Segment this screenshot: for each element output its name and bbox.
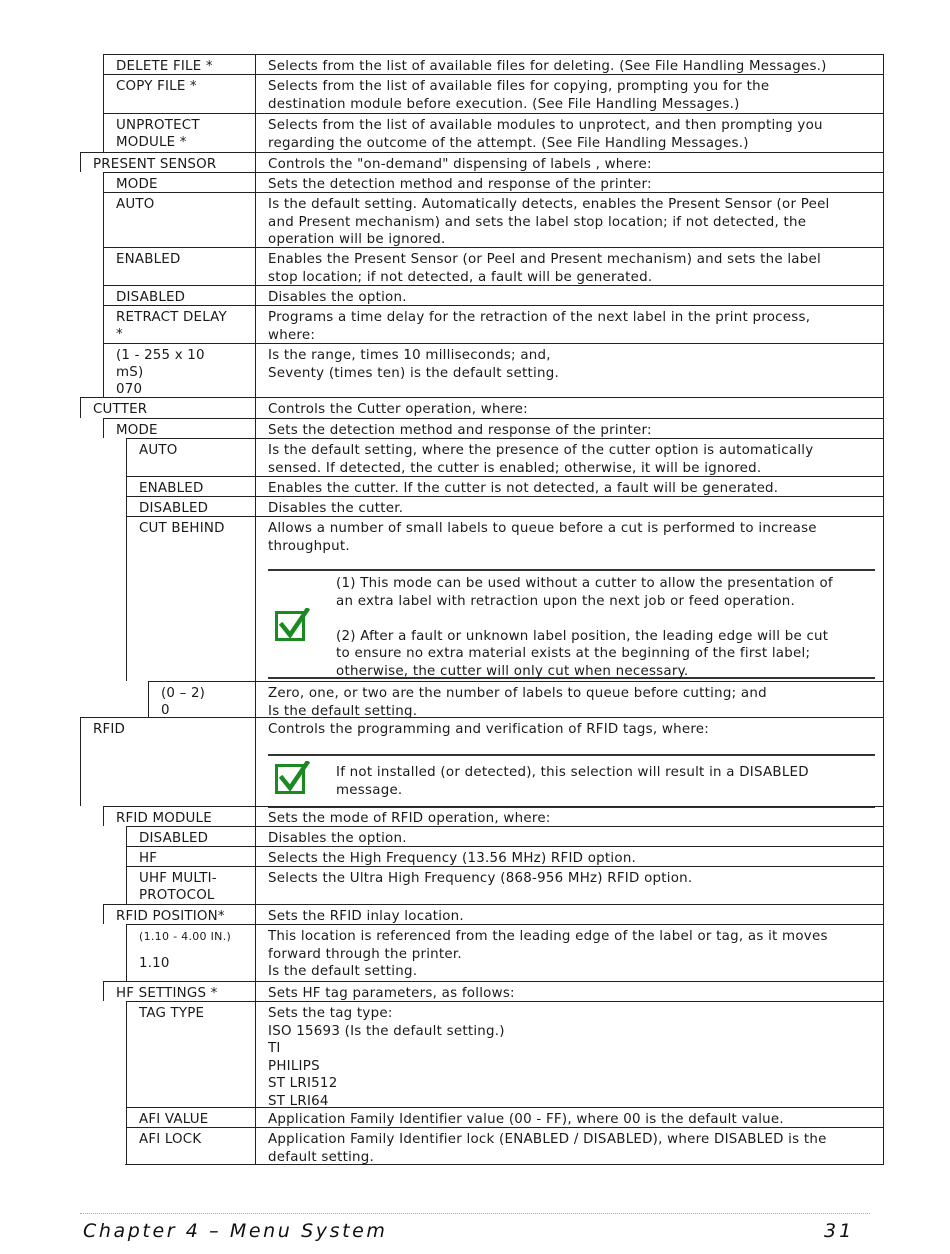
- table-row: [0, 866, 950, 904]
- description-cell: [255, 172, 884, 192]
- menu-item-label: AUTO: [116, 197, 155, 212]
- table-row: [0, 1001, 950, 1107]
- menu-item-cell: [103, 285, 256, 305]
- description-text: Zero, one, or two are the number of labels to queue before cutting; and Is the default setting.: [268, 686, 767, 719]
- description-text: Allows a number of small labels to queue before a cut is performed to increase throughput.: [268, 521, 817, 554]
- description-cell: [255, 247, 884, 285]
- menu-item-default-value: 1.10: [139, 956, 170, 971]
- menu-item-label: CUT BEHIND: [139, 521, 225, 536]
- menu-item-cell: [103, 192, 256, 247]
- description-cell: [255, 1001, 884, 1107]
- description-cell: [255, 496, 884, 516]
- description-text: Selects the High Frequency (13.56 MHz) RFID option.: [268, 851, 637, 866]
- checkmark-note-icon: [275, 764, 305, 794]
- table-row: [0, 305, 950, 343]
- table-row: [0, 285, 950, 305]
- menu-item-cell: [80, 397, 256, 418]
- menu-item-cell: [126, 1127, 256, 1165]
- menu-item-label: HF: [139, 851, 158, 866]
- description-cell: [255, 54, 884, 74]
- footer-chapter-title: Chapter 4 – Menu System: [83, 1220, 388, 1242]
- description-cell: [255, 438, 884, 476]
- table-row: [0, 438, 950, 476]
- menu-item-label: DISABLED: [139, 831, 209, 846]
- menu-item-cell: [103, 305, 256, 343]
- description-text: Is the range, times 10 milliseconds; and, Seventy (times ten) is the default setting.: [268, 348, 559, 381]
- table-row: [0, 476, 950, 496]
- menu-item-label: DISABLED: [116, 290, 186, 305]
- table-row: [0, 717, 950, 806]
- description-cell: [255, 924, 884, 981]
- menu-item-label: UNPROTECT MODULE *: [116, 118, 200, 150]
- menu-item-label: AUTO: [139, 443, 178, 458]
- table-row: [0, 681, 950, 717]
- menu-item-label: UHF MULTI- PROTOCOL: [139, 871, 217, 903]
- table-row: [0, 846, 950, 866]
- menu-item-label: RFID MODULE: [116, 811, 212, 826]
- table-row: [0, 806, 950, 826]
- menu-item-cell: [80, 152, 256, 172]
- menu-item-cell: [103, 113, 256, 152]
- menu-item-cell: [103, 806, 256, 826]
- menu-item-cell: [148, 681, 256, 717]
- menu-item-label: RFID POSITION*: [116, 909, 225, 924]
- description-text: Sets the detection method and response of the printer:: [268, 423, 652, 438]
- description-cell: [255, 846, 884, 866]
- description-cell: [255, 192, 884, 247]
- description-text: Disables the option.: [268, 831, 407, 846]
- description-text: Selects from the list of available modules to unprotect, and then prompting you regarding the outcome of the attempt. (See File Handling Messages.): [268, 118, 823, 151]
- table-row: [0, 74, 950, 113]
- description-text: Controls the "on-demand" dispensing of labels , where:: [268, 157, 652, 172]
- description-cell: [255, 305, 884, 343]
- menu-item-cell: [80, 717, 256, 806]
- description-cell: [255, 904, 884, 924]
- table-row: [0, 1127, 950, 1165]
- table-row: [0, 192, 950, 247]
- menu-item-cell: [126, 1107, 256, 1127]
- description-cell: [255, 866, 884, 904]
- description-text: Is the default setting, where the presence of the cutter option is automatically sensed. If detected, the cutter is enabled; otherwise, it will be ignored.: [268, 443, 814, 476]
- menu-item-cell: [103, 172, 256, 192]
- table-row: [0, 247, 950, 285]
- description-cell: [255, 113, 884, 152]
- table-row: [0, 418, 950, 438]
- menu-item-label: RFID: [93, 722, 126, 737]
- menu-item-cell: [103, 343, 256, 398]
- description-text: Is the default setting. Automatically detects, enables the Present Sensor (or Peel and Present mechanism) and sets the label stop location; if not detected, the operation will be ignored.: [268, 197, 830, 247]
- description-text: Sets the RFID inlay location.: [268, 909, 464, 924]
- description-cell: [255, 806, 884, 826]
- description-cell: [255, 1107, 884, 1127]
- description-cell: [255, 285, 884, 305]
- description-cell: [255, 981, 884, 1001]
- description-text: Application Family Identifier lock (ENABLED / DISABLED), where DISABLED is the default setting.: [268, 1132, 827, 1165]
- description-cell: [255, 717, 884, 806]
- menu-item-cell: [126, 866, 256, 904]
- menu-item-label: COPY FILE *: [116, 79, 197, 94]
- table-row: [0, 981, 950, 1001]
- menu-item-cell: [126, 1001, 256, 1107]
- description-text: Sets the mode of RFID operation, where:: [268, 811, 551, 826]
- description-cell: [255, 1127, 884, 1165]
- menu-item-label: CUTTER: [93, 402, 148, 417]
- menu-item-label: ENABLED: [116, 252, 181, 267]
- menu-item-cell: [126, 516, 256, 681]
- description-cell: [255, 152, 884, 172]
- menu-item-cell: [126, 924, 256, 981]
- menu-item-label: RETRACT DELAY *: [116, 310, 227, 342]
- table-row: [0, 826, 950, 846]
- description-cell: [255, 826, 884, 846]
- description-cell: [255, 418, 884, 438]
- menu-item-cell: [126, 496, 256, 516]
- menu-item-label: (1 - 255 x 10 mS) 070: [116, 348, 205, 397]
- note-text: If not installed (or detected), this selection will result in a DISABLED message.: [336, 765, 809, 798]
- description-text: Enables the Present Sensor (or Peel and Present mechanism) and sets the label stop location; if not detected, a fault will be generated.: [268, 252, 821, 285]
- menu-item-label: AFI LOCK: [139, 1132, 202, 1147]
- menu-item-cell: [103, 981, 256, 1001]
- table-row: [0, 54, 950, 74]
- description-cell: [255, 476, 884, 496]
- menu-item-label: MODE: [116, 177, 158, 192]
- table-row: [0, 343, 950, 398]
- description-text: Disables the cutter.: [268, 501, 404, 516]
- menu-item-cell: [103, 54, 256, 74]
- menu-item-label: (1.10 - 4.00 IN.): [139, 930, 232, 943]
- description-text: Controls the programming and verification of RFID tags, where:: [268, 722, 710, 737]
- footer-divider: [80, 1213, 870, 1214]
- table-row: [0, 1107, 950, 1127]
- menu-item-label: TAG TYPE: [139, 1006, 205, 1021]
- checkmark-note-icon: [275, 611, 305, 641]
- description-text: Selects the Ultra High Frequency (868-956 MHz) RFID option.: [268, 871, 693, 886]
- note-box: [268, 754, 875, 808]
- note-text: (1) This mode can be used without a cutter to allow the presentation of an extra label with retraction upon the next job or feed operation. (2) After a fault or unknown label position, the leading edge will be cut to ensure no extra material exists at the beginning of the first label; otherwise, the cutter will only cut when necessary.: [336, 576, 833, 679]
- menu-item-label: MODE: [116, 423, 158, 438]
- table-row: [0, 496, 950, 516]
- description-text: Selects from the list of available files for deleting. (See File Handling Messages.): [268, 59, 827, 74]
- description-text: Sets HF tag parameters, as follows:: [268, 986, 515, 1001]
- footer-page-number: 31: [824, 1220, 855, 1242]
- description-cell: [255, 397, 884, 418]
- table-row: [0, 113, 950, 152]
- description-text: Sets the tag type: ISO 15693 (Is the default setting.) TI PHILIPS ST LRI512 ST LRI64: [268, 1006, 505, 1109]
- description-cell: [255, 74, 884, 113]
- description-text: Application Family Identifier value (00 - FF), where 00 is the default value.: [268, 1112, 784, 1127]
- menu-item-cell: [126, 438, 256, 476]
- description-text: Disables the option.: [268, 290, 407, 305]
- table-row: [0, 152, 950, 172]
- table-row: [0, 516, 950, 681]
- menu-item-cell: [103, 418, 256, 438]
- description-cell: [255, 681, 884, 717]
- description-cell: [255, 343, 884, 398]
- menu-item-cell: [126, 826, 256, 846]
- table-row: [0, 924, 950, 981]
- table-bottom-border: [125, 1164, 884, 1165]
- menu-item-label: HF SETTINGS *: [116, 986, 218, 1001]
- table-row: [0, 904, 950, 924]
- table-row: [0, 397, 950, 418]
- menu-item-cell: [126, 846, 256, 866]
- description-text: Selects from the list of available files for copying, prompting you for the destination module before execution. (See File Handling Messages.): [268, 79, 770, 112]
- menu-item-label: (0 – 2) 0: [161, 686, 206, 718]
- menu-item-cell: [103, 247, 256, 285]
- menu-item-cell: [126, 476, 256, 496]
- description-text: Sets the detection method and response of the printer:: [268, 177, 652, 192]
- menu-item-cell: [103, 904, 256, 924]
- menu-item-cell: [103, 74, 256, 113]
- menu-item-label: AFI VALUE: [139, 1112, 209, 1127]
- description-cell: [255, 516, 884, 681]
- description-text: Controls the Cutter operation, where:: [268, 402, 528, 417]
- menu-item-label: ENABLED: [139, 481, 204, 496]
- table-row: [0, 172, 950, 192]
- description-text: This location is referenced from the leading edge of the label or tag, as it moves forward through the printer. Is the default setting.: [268, 929, 828, 979]
- menu-item-label: PRESENT SENSOR: [93, 157, 217, 172]
- description-text: Enables the cutter. If the cutter is not detected, a fault will be generated.: [268, 481, 779, 496]
- menu-item-label: DELETE FILE *: [116, 59, 213, 74]
- menu-item-label: DISABLED: [139, 501, 209, 516]
- note-box: [268, 569, 875, 679]
- description-text: Programs a time delay for the retraction of the next label in the print process, where:: [268, 310, 811, 343]
